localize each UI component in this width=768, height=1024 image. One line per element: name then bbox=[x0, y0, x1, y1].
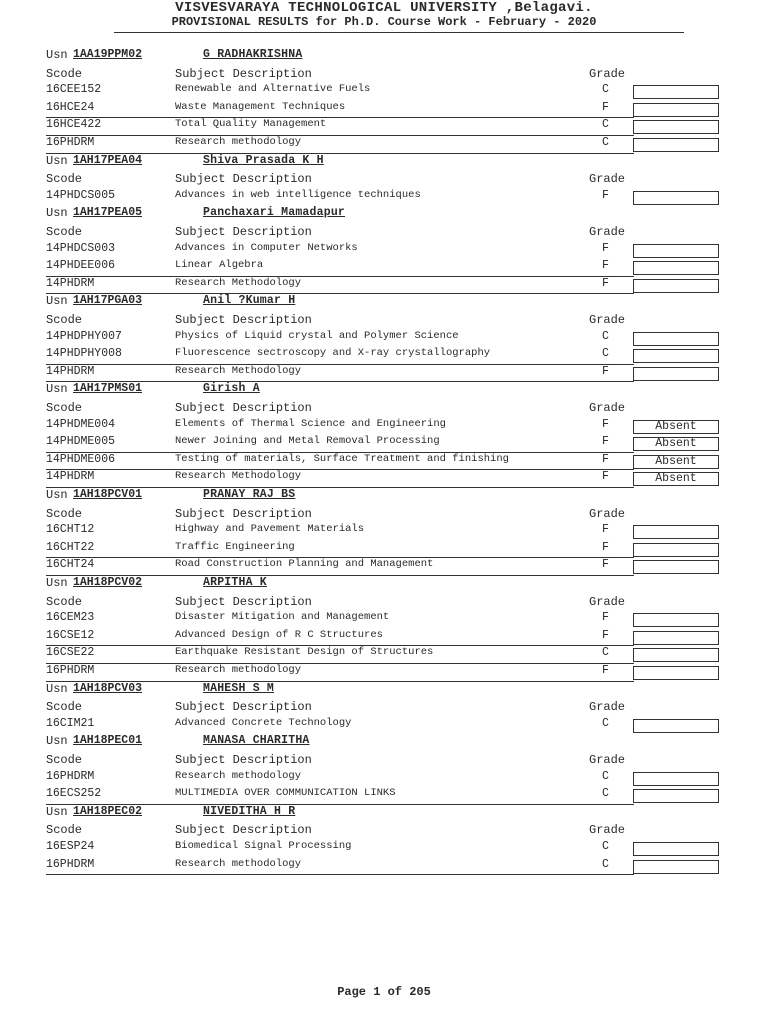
usn-value: 1AH18PEC02 bbox=[73, 804, 143, 818]
results-subtitle: PROVISIONAL RESULTS for Ph.D. Course Work - February - 2020 bbox=[171, 15, 597, 29]
remark-box bbox=[633, 85, 719, 99]
student-name: ARPITHA K bbox=[203, 576, 267, 589]
column-header-row bbox=[46, 698, 634, 716]
subject-description-header: Subject Description bbox=[175, 700, 312, 715]
subject-grade: F bbox=[602, 188, 609, 202]
subject-code: 16ESP24 bbox=[46, 840, 95, 853]
subject-code: 16CHT24 bbox=[46, 558, 95, 572]
remark-box bbox=[633, 772, 719, 786]
subject-code: 16CSE22 bbox=[46, 646, 95, 660]
grade-header: Grade bbox=[589, 172, 626, 187]
grade-header: Grade bbox=[589, 225, 626, 239]
scode-header: Scode bbox=[46, 401, 83, 415]
remark-box bbox=[633, 666, 719, 680]
subject-grade: F bbox=[602, 664, 609, 677]
remark-box bbox=[633, 543, 719, 557]
scode-header: Scode bbox=[46, 506, 83, 521]
student-name: PRANAY RAJ BS bbox=[203, 488, 296, 501]
student-header-row bbox=[46, 733, 634, 751]
subject-code: 14PHDCS005 bbox=[46, 188, 116, 202]
column-header-row bbox=[46, 751, 634, 769]
subject-row bbox=[46, 346, 634, 365]
subject-row bbox=[46, 716, 634, 734]
student-name: G RADHAKRISHNA bbox=[203, 48, 303, 61]
subject-grade: F bbox=[602, 417, 609, 431]
subject-row bbox=[46, 188, 634, 206]
subject-description: Biomedical Signal Processing bbox=[175, 840, 352, 852]
subject-row bbox=[46, 557, 634, 576]
column-header-row bbox=[46, 821, 634, 839]
subject-row bbox=[46, 786, 634, 805]
subject-row bbox=[46, 628, 634, 647]
remark-box bbox=[633, 560, 719, 574]
grade-header: Grade bbox=[589, 594, 626, 609]
subject-description-header: Subject Description bbox=[175, 753, 312, 767]
subject-grade: C bbox=[602, 840, 609, 853]
subject-code: 16PHDRM bbox=[46, 664, 95, 677]
subject-code: 14PHDEE006 bbox=[46, 259, 116, 273]
subject-code: 16CIM21 bbox=[46, 716, 95, 730]
subject-code: 14PHDCS003 bbox=[46, 241, 116, 255]
subject-code: 14PHDRM bbox=[46, 364, 95, 378]
subject-row bbox=[46, 522, 634, 540]
remark-box bbox=[633, 138, 719, 152]
subject-description: Disaster Mitigation and Management bbox=[175, 611, 390, 624]
usn-label: Usn bbox=[46, 804, 68, 819]
subject-description-header: Subject Description bbox=[175, 594, 312, 609]
subject-row bbox=[46, 329, 634, 347]
scode-header: Scode bbox=[46, 172, 83, 187]
subject-description-header: Subject Description bbox=[175, 823, 312, 838]
subject-description-header: Subject Description bbox=[175, 66, 312, 81]
subject-code: 14PHDME004 bbox=[46, 417, 116, 431]
scode-header: Scode bbox=[46, 313, 83, 327]
remark-box bbox=[633, 613, 719, 627]
usn-value: 1AH17PMS01 bbox=[73, 382, 143, 396]
remark-box bbox=[633, 648, 719, 662]
subject-grade: C bbox=[602, 769, 609, 783]
subject-description: Road Construction Planning and Management bbox=[175, 558, 434, 571]
subject-description: Traffic Engineering bbox=[175, 540, 295, 553]
subject-description: Renewable and Alternative Fuels bbox=[175, 83, 371, 96]
subject-row bbox=[46, 258, 634, 277]
subject-description: Research Methodology bbox=[175, 364, 302, 377]
subject-row bbox=[46, 857, 634, 876]
usn-value: 1AH18PEC01 bbox=[73, 734, 143, 748]
subject-grade: F bbox=[602, 364, 609, 378]
usn-value: 1AH18PCV01 bbox=[73, 488, 143, 501]
remark-box bbox=[633, 631, 719, 645]
subject-description-header: Subject Description bbox=[175, 401, 312, 415]
usn-value: 1AH18PCV03 bbox=[73, 681, 143, 695]
subject-row bbox=[46, 452, 697, 471]
subject-row bbox=[46, 645, 634, 664]
subject-grade: F bbox=[602, 259, 609, 273]
student-name: Shiva Prasada K H bbox=[203, 153, 324, 167]
student-header-row bbox=[46, 381, 634, 399]
student-header-row bbox=[46, 487, 634, 505]
university-title: VISVESVARAYA TECHNOLOGICAL UNIVERSITY ,Belagavi. bbox=[175, 0, 593, 16]
subject-description: Advances in web intelligence techniques bbox=[175, 188, 421, 201]
column-header-row bbox=[46, 593, 634, 611]
usn-label: Usn bbox=[46, 206, 68, 221]
subject-row bbox=[46, 434, 697, 453]
column-header-row bbox=[46, 311, 634, 329]
column-header-row bbox=[46, 505, 634, 523]
subject-description: Research methodology bbox=[175, 136, 302, 148]
remark-box bbox=[633, 191, 719, 205]
subject-grade: F bbox=[602, 611, 609, 625]
subject-description: Fluorescence sectroscopy and X-ray crystallography bbox=[175, 347, 491, 360]
grade-header: Grade bbox=[589, 823, 626, 838]
subject-row bbox=[46, 82, 634, 100]
remark-box bbox=[633, 349, 719, 363]
remark-box bbox=[633, 719, 719, 733]
subject-grade: F bbox=[602, 452, 609, 466]
subject-description: Earthquake Resistant Design of Structures bbox=[175, 646, 434, 659]
subject-row bbox=[46, 100, 634, 119]
subject-code: 16PHDRM bbox=[46, 136, 95, 149]
student-header-row bbox=[46, 293, 634, 311]
grade-header: Grade bbox=[589, 66, 626, 81]
subject-code: 16CHT22 bbox=[46, 540, 95, 554]
scode-header: Scode bbox=[46, 225, 83, 239]
subject-code: 16PHDRM bbox=[46, 769, 95, 783]
subject-row bbox=[46, 276, 634, 295]
subject-grade: F bbox=[602, 523, 609, 537]
scode-header: Scode bbox=[46, 700, 83, 715]
column-header-row bbox=[46, 399, 634, 417]
student-name: Panchaxari Mamadapur bbox=[203, 206, 346, 220]
subject-code: 14PHDPHY007 bbox=[46, 329, 122, 343]
remark-box bbox=[633, 842, 719, 856]
subject-row bbox=[46, 135, 634, 154]
subject-code: 16CEE152 bbox=[46, 83, 102, 97]
subject-code: 14PHDRM bbox=[46, 276, 95, 290]
subject-row bbox=[46, 241, 634, 259]
scode-header: Scode bbox=[46, 823, 83, 838]
subject-grade: C bbox=[602, 857, 609, 871]
subject-code: 14PHDME005 bbox=[46, 435, 116, 449]
remark-box bbox=[633, 367, 719, 381]
subject-code: 16HCE422 bbox=[46, 118, 102, 132]
student-header-row bbox=[46, 575, 634, 593]
subject-row bbox=[46, 610, 634, 628]
subject-code: 14PHDPHY008 bbox=[46, 347, 122, 361]
subject-description: Research Methodology bbox=[175, 470, 302, 483]
student-name: NIVEDITHA H R bbox=[203, 804, 296, 818]
subject-row bbox=[46, 364, 634, 383]
subject-grade: F bbox=[602, 276, 609, 290]
subject-grade: C bbox=[602, 83, 609, 97]
subject-description: Newer Joining and Metal Removal Processing bbox=[175, 435, 440, 448]
subject-description: Total Quality Management bbox=[175, 118, 327, 131]
remark-box bbox=[633, 332, 719, 346]
column-header-row bbox=[46, 170, 634, 188]
subject-grade: F bbox=[602, 558, 609, 572]
subject-description: MULTIMEDIA OVER COMMUNICATION LINKS bbox=[175, 787, 396, 800]
remark-box bbox=[633, 244, 719, 258]
grade-header: Grade bbox=[589, 700, 626, 715]
subject-description: Research Methodology bbox=[175, 276, 302, 289]
scode-header: Scode bbox=[46, 753, 83, 767]
remark-box: Absent bbox=[633, 420, 719, 434]
usn-value: 1AH17PEA04 bbox=[73, 153, 143, 167]
student-name: MANASA CHARITHA bbox=[203, 734, 310, 748]
subject-description: Research methodology bbox=[175, 769, 302, 782]
usn-label: Usn bbox=[46, 681, 68, 696]
subject-description: Testing of materials, Surface Treatment and finishing bbox=[175, 452, 509, 465]
remark-box bbox=[633, 261, 719, 275]
remark-box bbox=[633, 525, 719, 539]
usn-label: Usn bbox=[46, 576, 68, 590]
subject-grade: C bbox=[602, 716, 609, 730]
subject-description: Waste Management Techniques bbox=[175, 100, 346, 113]
column-header-row bbox=[46, 223, 634, 241]
remark-box bbox=[633, 860, 719, 874]
subject-grade: F bbox=[602, 435, 609, 449]
subject-code: 16CEM23 bbox=[46, 611, 95, 625]
subject-row bbox=[46, 663, 634, 682]
usn-value: 1AA19PPM02 bbox=[73, 48, 143, 61]
remark-box bbox=[633, 789, 719, 803]
subject-grade: F bbox=[602, 100, 609, 114]
subject-code: 16HCE24 bbox=[46, 100, 95, 114]
grade-header: Grade bbox=[589, 506, 626, 521]
student-header-row bbox=[46, 681, 634, 699]
subject-grade: C bbox=[602, 787, 609, 801]
subject-description-header: Subject Description bbox=[175, 313, 312, 327]
usn-label: Usn bbox=[46, 734, 68, 749]
subject-row bbox=[46, 117, 634, 136]
subject-description: Advanced Concrete Technology bbox=[175, 716, 352, 729]
subject-grade: C bbox=[602, 329, 609, 343]
usn-value: 1AH17PEA05 bbox=[73, 206, 143, 220]
subject-description-header: Subject Description bbox=[175, 225, 312, 239]
subject-row bbox=[46, 769, 634, 787]
subject-grade: F bbox=[602, 241, 609, 255]
subject-grade: F bbox=[602, 540, 609, 554]
usn-label: Usn bbox=[46, 488, 68, 502]
subject-code: 14PHDRM bbox=[46, 470, 95, 484]
usn-label: Usn bbox=[46, 153, 68, 168]
student-name: Girish A bbox=[203, 382, 260, 396]
subject-grade: C bbox=[602, 347, 609, 361]
subject-description: Linear Algebra bbox=[175, 259, 264, 272]
subject-row bbox=[46, 540, 634, 559]
subject-description: Physics of Liquid crystal and Polymer Science bbox=[175, 329, 459, 342]
grade-header: Grade bbox=[589, 401, 626, 415]
subject-code: 16CHT12 bbox=[46, 523, 95, 537]
page-number: Page 1 of 205 bbox=[337, 985, 431, 999]
student-header-row bbox=[46, 804, 634, 822]
usn-value: 1AH18PCV02 bbox=[73, 576, 143, 589]
subject-description: Research methodology bbox=[175, 664, 302, 676]
subject-description: Advanced Design of R C Structures bbox=[175, 628, 383, 641]
subject-code: 16ECS252 bbox=[46, 787, 102, 801]
usn-label: Usn bbox=[46, 48, 68, 62]
subject-grade: C bbox=[602, 646, 609, 660]
subject-row bbox=[46, 469, 697, 488]
subject-code: 16CSE12 bbox=[46, 628, 95, 642]
subject-code: 14PHDME006 bbox=[46, 452, 116, 466]
subject-grade: C bbox=[602, 118, 609, 132]
subject-description-header: Subject Description bbox=[175, 506, 312, 521]
subject-description: Advances in Computer Networks bbox=[175, 241, 358, 254]
usn-value: 1AH17PGA03 bbox=[73, 294, 143, 308]
column-header-row bbox=[46, 65, 634, 83]
subject-row bbox=[46, 417, 697, 435]
student-header-row bbox=[46, 47, 634, 65]
scode-header: Scode bbox=[46, 594, 83, 609]
remark-box: Absent bbox=[633, 455, 719, 469]
subject-description: Research methodology bbox=[175, 857, 302, 870]
grade-header: Grade bbox=[589, 313, 626, 327]
remark-box bbox=[633, 120, 719, 134]
remark-box bbox=[633, 103, 719, 117]
subject-grade: F bbox=[602, 628, 609, 642]
usn-label: Usn bbox=[46, 382, 68, 397]
subject-row bbox=[46, 839, 634, 857]
student-header-row bbox=[46, 205, 634, 223]
remark-box bbox=[633, 279, 719, 293]
subject-code: 16PHDRM bbox=[46, 857, 95, 871]
remark-box: Absent bbox=[633, 472, 719, 486]
scode-header: Scode bbox=[46, 66, 83, 81]
usn-label: Usn bbox=[46, 294, 68, 309]
subject-grade: F bbox=[602, 470, 609, 484]
subject-description: Elements of Thermal Science and Engineering bbox=[175, 417, 446, 430]
remark-box: Absent bbox=[633, 437, 719, 451]
subject-grade: C bbox=[602, 136, 609, 149]
grade-header: Grade bbox=[589, 753, 626, 767]
student-name: Anil ?Kumar H bbox=[203, 294, 296, 308]
subject-description-header: Subject Description bbox=[175, 172, 312, 187]
student-header-row bbox=[46, 153, 634, 171]
subject-description: Highway and Pavement Materials bbox=[175, 523, 365, 536]
student-name: MAHESH S M bbox=[203, 681, 275, 695]
